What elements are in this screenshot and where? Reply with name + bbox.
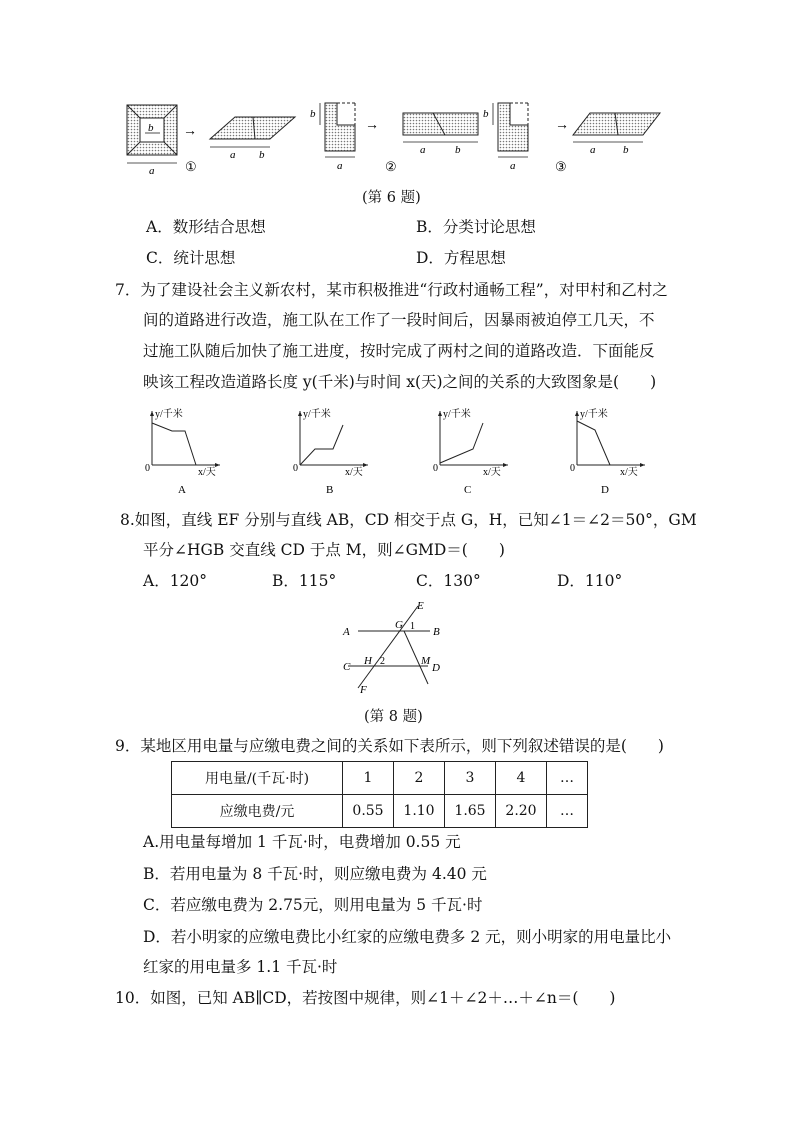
q8-label-2: 2 [380,656,385,667]
q9-table [171,761,588,828]
q6-caption: (第 6 题) [362,190,421,206]
q6-fig2-a: a [337,160,343,172]
q6-arrow-2: → [365,118,379,133]
q9-table-cell: 1 [343,762,394,795]
q9-stem: 9．某地区用电量与应缴电费之间的关系如下表所示，则下列叙述错误的是( ) [115,737,664,755]
q8-label-1: 1 [410,621,415,632]
q6-option-d: D．方程思想 [416,249,506,267]
q8-label-b: B [433,626,440,638]
q8-label-a: A [343,626,350,638]
q8-option-c: C．130° [416,572,481,590]
q9-table-header-usage: 用电量/(千瓦·时) [172,762,343,795]
q6-fig3r-a: a [590,144,596,156]
q7-c-origin: 0 [433,463,438,474]
q9-table-cell: 0.55 [343,795,394,828]
q9-option-c: C．若应缴电费为 2.75元，则用电量为 5 千瓦·时 [143,896,483,914]
q6-fig1r-b: b [259,149,265,161]
table-row [172,795,588,828]
q6-option-c: C．统计思想 [146,249,236,267]
q6-fig3r-b: b [623,144,629,156]
q7-d-xlabel: x/天 [620,467,638,478]
q7-b-origin: 0 [293,463,298,474]
q7-graphs [140,405,660,500]
q7-b-xlabel: x/天 [345,467,363,478]
q8-label-f: F [360,684,367,696]
q7-line-1: 7．为了建设社会主义新农村，某市积极推进“行政村通畅工程”，对甲村和乙村之 [115,281,668,299]
q10-stem: 10．如图，已知 AB∥CD，若按图中规律，则∠1＋∠2＋…＋∠n＝( ) [115,989,616,1007]
q7-a-ylabel: y/千米 [155,409,183,420]
q8-option-d: D．110° [557,572,623,590]
q8-label-d: D [432,662,440,674]
q6-option-a: A．数形结合思想 [146,218,266,236]
q6-arrow-3: → [555,118,569,133]
q9-option-d-line-2: 红家的用电量多 1.1 千瓦·时 [143,958,338,976]
q6-figure [115,95,675,180]
q6-fig1r-a: a [230,149,236,161]
q9-table-cell: 2 [394,762,445,795]
q6-number-2: ② [385,159,397,174]
q8-figure [338,598,458,698]
q6-fig3-parallelogram [573,113,660,142]
q6-arrow-1: → [183,124,197,139]
q8-option-a: A．120° [143,572,208,590]
q6-fig1-parallelogram [210,117,295,147]
q8-line-1: 8.如图，直线 EF 分别与直线 AB，CD 相交于点 G，H，已知∠1＝∠2＝50°，GM [120,511,697,529]
q8-label-g: G [395,619,403,631]
q7-d-ylabel: y/千米 [580,409,608,420]
q7-c-name: C [464,484,472,496]
q7-a-origin: 0 [145,463,150,474]
q8-caption: (第 8 题) [364,709,423,725]
q6-fig2r-a: a [420,144,426,156]
q9-table-cell: 1.65 [445,795,496,828]
q9-table-cell: 1.10 [394,795,445,828]
q9-option-d-line-1: D．若小明家的应缴电费比小红家的应缴电费多 2 元，则小明家的用电量比小 [143,928,672,946]
q7-d-name: D [601,484,609,496]
q6-fig1-square [127,105,177,163]
q6-fig3-a: a [510,160,516,172]
q6-fig2-b: b [310,108,316,120]
q7-line-2: 间的道路进行改造，施工队在工作了一段时间后，因暴雨被迫停工几天，不 [143,311,655,329]
q9-option-a: A.用电量每增加 1 千瓦·时，电费增加 0.55 元 [143,833,461,851]
q9-option-b: B．若用电量为 8 千瓦·时，则应缴电费为 4.40 元 [143,865,487,883]
q7-line-4: 映该工程改造道路长度 y(千米)与时间 x(天)之间的关系的大致图象是( ) [143,373,657,391]
q9-table-cell: … [547,762,588,795]
q6-fig2r-b: b [455,144,461,156]
q8-label-c: C [343,661,351,673]
q6-option-b: B．分类讨论思想 [416,218,536,236]
q6-number-1: ① [185,159,197,174]
q8-line-2: 平分∠HGB 交直线 CD 于点 M，则∠GMD＝( ) [143,541,505,559]
q6-fig2-rectangle [403,113,478,142]
q8-option-b: B．115° [272,572,337,590]
q7-line-3: 过施工队随后加快了施工进度，按时完成了两村之间的道路改造．下面能反 [143,342,655,360]
table-row [172,762,588,795]
q6-fig1-a: a [149,165,155,177]
q7-c-xlabel: x/天 [483,467,501,478]
q9-table-cell: … [547,795,588,828]
q6-fig3-lshape [493,103,528,157]
q7-b-ylabel: y/千米 [303,409,331,420]
q9-table-cell: 2.20 [496,795,547,828]
q8-label-e: E [417,600,424,612]
q7-a-name: A [178,484,186,496]
q6-number-3: ③ [555,159,567,174]
q8-label-m: M [421,655,431,667]
q7-b-name: B [326,484,334,496]
q6-fig2-lshape [320,103,355,157]
q9-table-cell: 3 [445,762,496,795]
q7-c-ylabel: y/千米 [443,409,471,420]
q6-fig3-b: b [483,108,489,120]
q8-label-h: H [364,655,372,667]
q6-fig1-b: b [148,122,154,134]
q7-d-origin: 0 [570,463,575,474]
q7-a-xlabel: x/天 [198,467,216,478]
q9-table-header-fee: 应缴电费/元 [172,795,343,828]
q9-table-cell: 4 [496,762,547,795]
